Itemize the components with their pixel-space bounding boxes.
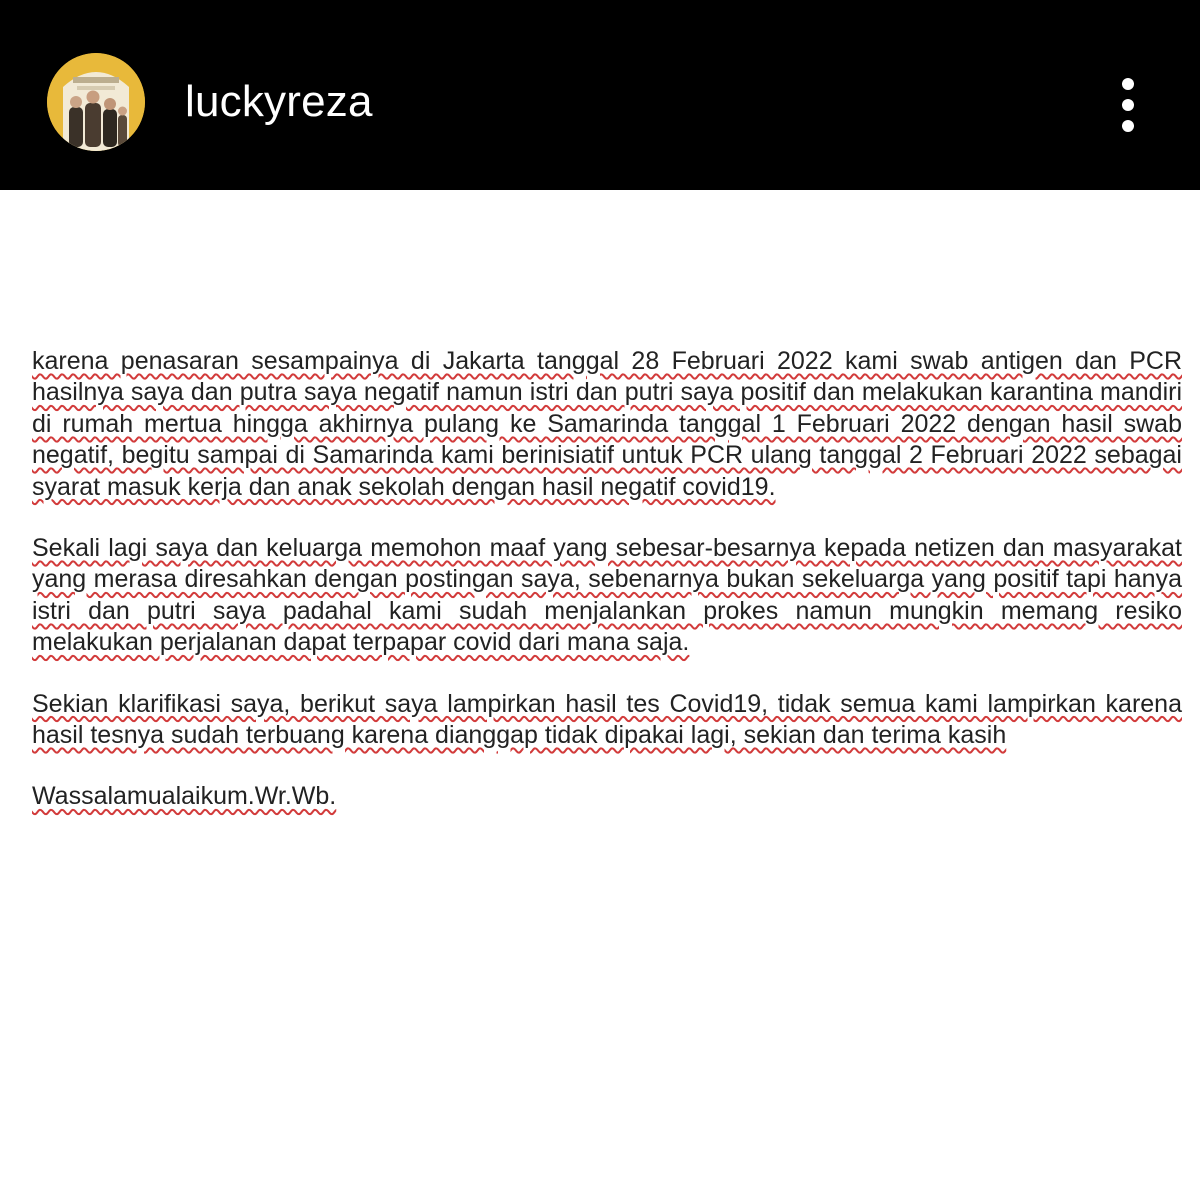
profile-avatar[interactable] — [47, 53, 145, 151]
paragraph — [32, 689, 1182, 752]
closing-salutation — [32, 781, 1182, 812]
paragraph-text: Wassalamualaikum.Wr.Wb. — [32, 782, 337, 811]
profile-photo — [47, 53, 145, 151]
paragraph — [32, 533, 1182, 659]
paragraph-text: Sekian klarifikasi saya, berikut saya lampirkan hasil tes Covid19, tidak semua kami lampirkan karena hasil tesnya sudah terbuang karena dianggap tidak dipakai lagi, sekian dan terima kasih — [32, 689, 1182, 750]
paragraph-text: Sekali lagi saya dan keluarga memohon maaf yang sebesar-besarnya kepada netizen dan masyarakat yang merasa diresahkan dengan postingan saya, sebenarnya bukan sekeluarga yang positif tapi hanya istri dan putri saya padahal kami sudah menjalankan prokes namun mungkin memang resiko melakukan perjalanan dapat terpapar covid dari mana saja. — [32, 534, 1182, 657]
paragraph — [32, 346, 1182, 503]
vertical-ellipsis-icon[interactable] — [1106, 76, 1150, 134]
post-header — [0, 0, 1200, 190]
document-body — [32, 346, 1182, 843]
paragraph-text: karena penasaran sesampainya di Jakarta tanggal 28 Februari 2022 kami swab antigen dan PCR hasilnya saya dan putra saya negatif namun istri dan putri saya positif dan melakukan karantina mandiri di rumah mertua hingga akhirnya pulang ke Samarinda tanggal 1 Februari 2022 dengan hasil swab negatif, begitu sampai di Samarinda kami berinisiatif untuk PCR ulang tanggal 2 Februari 2022 sebagai syarat masuk kerja dan anak sekolah dengan hasil negatif covid19. — [32, 347, 1182, 501]
username-label[interactable]: luckyreza — [185, 77, 373, 126]
